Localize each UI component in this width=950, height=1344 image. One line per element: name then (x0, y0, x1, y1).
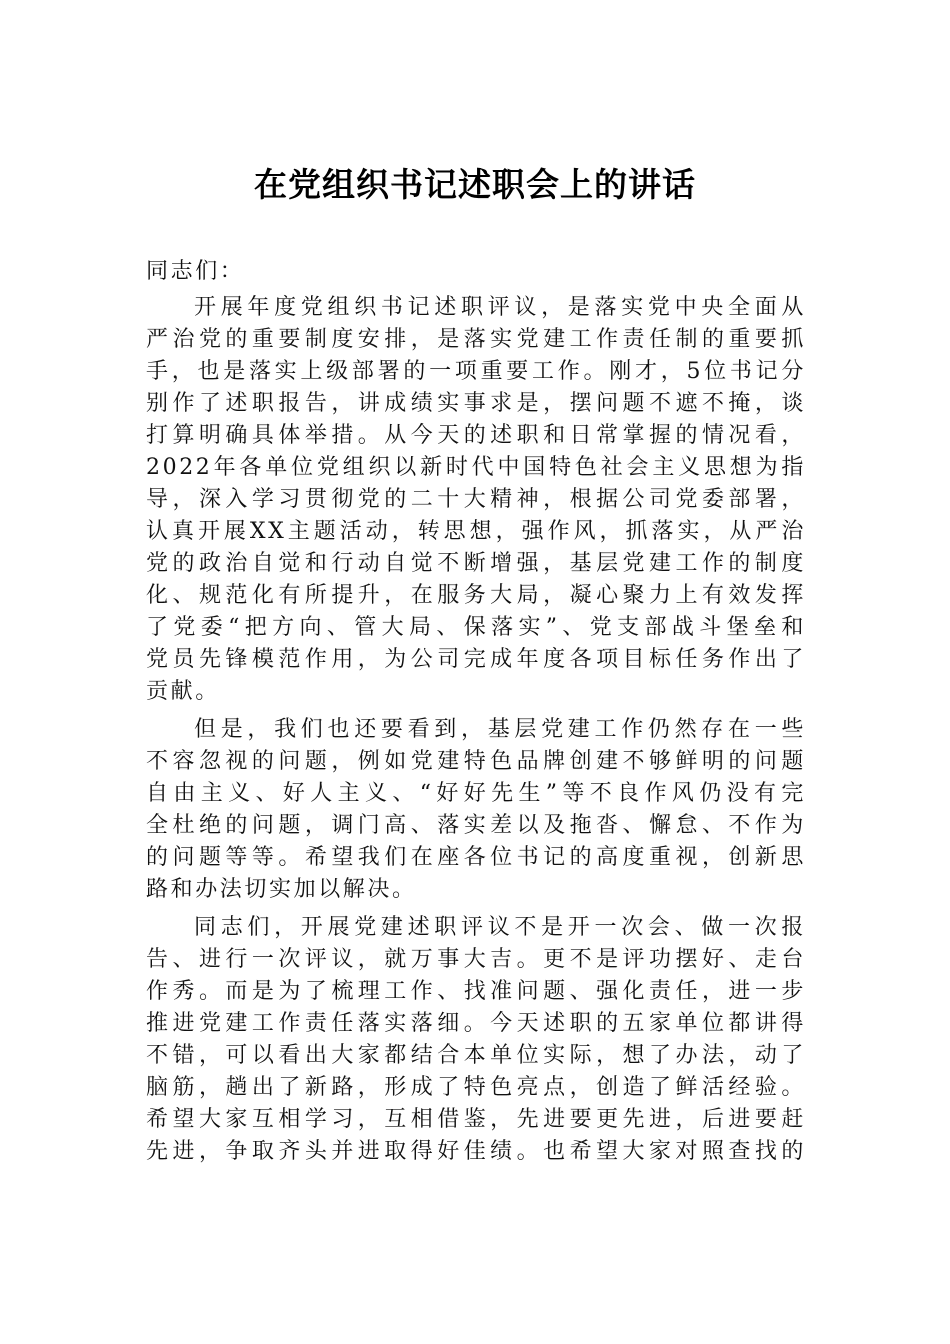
paragraph-line: 希望大家互相学习，互相借鉴，先进要更先进，后进要赶 (146, 1107, 806, 1132)
paragraph-line: 严治党的重要制度安排，是落实党建工作责任制的重要抓 (146, 327, 806, 352)
paragraph-line: 贡献。 (146, 679, 220, 704)
paragraph-line: 了党委“把方向、管大局、保落实”、党支部战斗堡垒和 (146, 615, 806, 640)
paragraph-line: 党员先锋模范作用，为公司完成年度各项目标任务作出了 (146, 647, 806, 672)
paragraph-1 (146, 292, 806, 708)
paragraph-line: 认真开展XX主题活动，转思想，强作风，抓落实，从严治 (146, 519, 806, 544)
paragraph-line: 自由主义、好人主义、“好好先生”等不良作风仍没有完 (146, 781, 806, 806)
paragraph-line: 先进，争取齐头并进取得好佳绩。也希望大家对照查找的 (146, 1139, 806, 1164)
paragraph-line: 不错，可以看出大家都结合本单位实际，想了办法，动了 (146, 1043, 806, 1068)
document-body (146, 256, 806, 1174)
paragraph-line: 推进党建工作责任落实落细。今天述职的五家单位都讲得 (146, 1011, 806, 1036)
paragraph-line: 导，深入学习贯彻党的二十大精神，根据公司党委部署， (146, 487, 806, 512)
paragraph-line: 的问题等等。希望我们在座各位书记的高度重视，创新思 (146, 845, 806, 870)
paragraph-3 (146, 912, 806, 1168)
paragraph-line: 2022年各单位党组织以新时代中国特色社会主义思想为指 (146, 455, 806, 480)
paragraph-line: 别作了述职报告，讲成绩实事求是，摆问题不遮不掩，谈 (146, 391, 806, 416)
paragraph-line: 脑筋，趟出了新路，形成了特色亮点，创造了鲜活经验。 (146, 1075, 806, 1100)
paragraph-2 (146, 714, 806, 906)
paragraph-line: 同志们，开展党建述职评议不是开一次会、做一次报 (194, 915, 806, 940)
paragraph-line: 路和办法切实加以解决。 (146, 877, 417, 902)
greeting: 同志们： (146, 259, 245, 284)
paragraph-line: 手，也是落实上级部署的一项重要工作。刚才，5位书记分 (146, 359, 806, 384)
paragraph-line: 化、规范化有所提升，在服务大局，凝心聚力上有效发挥 (146, 583, 806, 608)
paragraph-line: 全杜绝的问题，调门高、落实差以及拖沓、懈怠、不作为 (146, 813, 806, 838)
paragraph-line: 但是，我们也还要看到，基层党建工作仍然存在一些 (194, 717, 806, 742)
paragraph-line: 告、进行一次评议，就万事大吉。更不是评功摆好、走台 (146, 947, 806, 972)
paragraph-line: 打算明确具体举措。从今天的述职和日常掌握的情况看， (146, 423, 806, 448)
paragraph-line: 党的政治自觉和行动自觉不断增强，基层党建工作的制度 (146, 551, 806, 576)
paragraph-line: 开展年度党组织书记述职评议，是落实党中央全面从 (194, 295, 806, 320)
document-title: 在党组织书记述职会上的讲话 (254, 165, 696, 204)
paragraph-line: 作秀。而是为了梳理工作、找准问题、强化责任，进一步 (146, 979, 806, 1004)
paragraph-line: 不容忽视的问题，例如党建特色品牌创建不够鲜明的问题 (146, 749, 806, 774)
